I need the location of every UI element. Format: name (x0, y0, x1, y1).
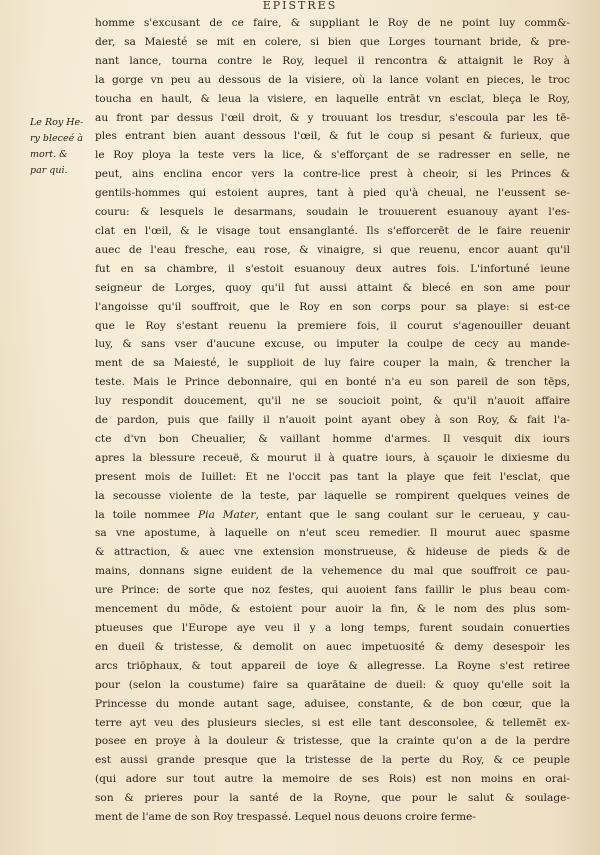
text-line: de pardon, puis que failly il n'auoit point ayant obey à son Roy, & fait l'a- (95, 414, 570, 427)
text-line: ure Prince: de sorte que noz festes, qui auoient fans faillir le plus beau com- (95, 584, 570, 597)
text-line: toucha en hault, & leua la visiere, en laquelle entrāt vn esclat, bleça le Roy, (95, 92, 570, 105)
text-line: sa vne apostume, à laquelle on n'eut sceu remedier. Il mourut auec spasme (95, 527, 570, 540)
text-line: posee en proye à la douleur & tristesse, que la crainte qu'on a de la perdre (95, 735, 570, 748)
text-line: le Roy ploya la teste vers la lice, & s'efforçant de se radresser en selle, ne (95, 149, 570, 162)
margin-note (30, 115, 88, 179)
margin-note-line: par qui. (30, 165, 68, 176)
text-line: couru: & lesquels le desarmans, soudain le trouuerent esuanouy ayant l'es- (95, 206, 570, 219)
text-line: luy respondit doucement, qu'il ne se soucioit point, & qu'il n'auoit affaire (95, 395, 570, 408)
margin-note-line: mort. & (30, 149, 68, 160)
text-line: fut en sa chambre, il s'estoit esuanouy deux autres fois. L'infortuné ieune (95, 262, 570, 275)
text-line: (qui adore sur tout autre la memoire de ses Rois) est non moins en orai- (95, 773, 570, 786)
text-line: pour (selon la coustume) faire sa quarātaine de dueil: & quoy qu'elle soit la (95, 678, 570, 691)
text-line: teste. Mais le Prince debonnaire, qui en bonté n'a eu son pareil de son tēps, (95, 376, 570, 389)
text-line: la gorge vn peu au dessous de la visiere, où la lance volant en pieces, le troc (95, 73, 570, 86)
text-line: cte d'vn bon Cheualier, & vaillant homme d'armes. Il vesquit dix iours (95, 432, 570, 445)
text-line: mencement du mōde, & estoient pour auoir la fin, & le nom des plus som- (95, 603, 570, 616)
text-line: clat en l'œil, & le visage tout ensanglanté. Ils s'efforcerēt de le faire reuenir (95, 224, 570, 237)
text-line: terre ayt veu des plusieurs siecles, si est elle tant desconsolee, & tellemēt ex- (95, 716, 570, 729)
text-line: ples entrant bien auant dessous l'œil, & fut le coup si pesant & furieux, que (95, 130, 570, 143)
text-line: Princesse du monde autant sage, aduisee, constante, & de bon cœur, que la (95, 697, 570, 710)
margin-note-line: Le Roy He- (30, 117, 84, 128)
text-line: l'angoisse qu'il souffroit, que le Roy en son corps pour sa playe: si est-ce (95, 300, 570, 313)
text-line: la secousse violente de la teste, par laquelle se rompirent quelques veines de (95, 489, 570, 502)
text-line: der, sa Maiesté se mit en colere, si bien que Lorges tournant bride, & pre- (95, 35, 570, 48)
text-line: la toile nommee Pia Mater, entant que le sang coulant sur le cerueau, y cau- (95, 508, 570, 521)
text-line: ment de l'ame de son Roy trespassé. Lequel nous deuons croire ferme- (95, 811, 476, 824)
text-line: que le Roy s'estant reuenu la premiere fois, il courut s'agenouiller deuant (95, 319, 570, 332)
latin-term: Pia Mater (197, 508, 256, 521)
text-line: au front par dessus l'œil droit, & y trouuant los tresdur, s'escoula par les tē- (95, 111, 570, 124)
text-line: en dueil & tristesse, & demolit on auec impetuosité & demy desespoir les (95, 640, 570, 653)
text-line: auec de l'eau fresche, eau rose, & vinaigre, si que reuenu, encor auant qu'il (95, 243, 570, 256)
text-line: homme s'excusant de ce faire, & suppliant le Roy de ne point luy comm&- (95, 17, 570, 29)
text-line: seigneur de Lorges, quoy qu'il fut aussi attaint & blecé en son ame pour (95, 281, 570, 294)
text-line: peut, ains enclina encor vers la contre-lice prest à cheoir, si les Princes & (95, 168, 570, 181)
text-line: ment de sa Maiesté, le supplioit de luy faire couper la main, & trencher la (95, 357, 570, 370)
text-line: gentils-hommes qui estoient aupres, tant à pied qu'à cheual, ne l'eussent se- (95, 187, 570, 200)
text-line: son & prieres pour la santé de la Royne, que pour le salut & soulage- (95, 792, 570, 805)
text-line: luy, & sans vser d'aucune excuse, ou imputer la coulpe de cecy au mande- (95, 338, 570, 351)
body-text (95, 14, 570, 827)
text-line: ptueuses que l'Europe aye veu il y a long temps, furent soudain conuerties (95, 622, 570, 634)
text-line: & attraction, & auec vne extension monstrueuse, & hideuse de pieds & de (95, 546, 570, 559)
text-line: mains, donnans signe euident de la vehemence du mal que souffroit ce pau- (95, 565, 570, 578)
text-line: nant lance, tourna contre le Roy, lequel il rencontra & attaignit le Roy à (95, 54, 570, 67)
running-header: EPISTRES (262, 0, 338, 12)
margin-note-line: ry bleceé à (30, 133, 83, 144)
text-line: arcs triōphaux, & tout appareil de ioye & allegresse. La Royne s'est retiree (95, 659, 570, 672)
text-line: apres la blessure receuë, & mourut il à quatre iours, à sçauoir le dixiesme du (95, 451, 570, 464)
text-line: present mois de Iuillet: Et ne l'occit pas tant la playe que feit l'esclat, que (95, 470, 570, 483)
text-line: est aussi grande presque que la tristesse de la perte du Roy, & ce peuple (95, 754, 570, 767)
